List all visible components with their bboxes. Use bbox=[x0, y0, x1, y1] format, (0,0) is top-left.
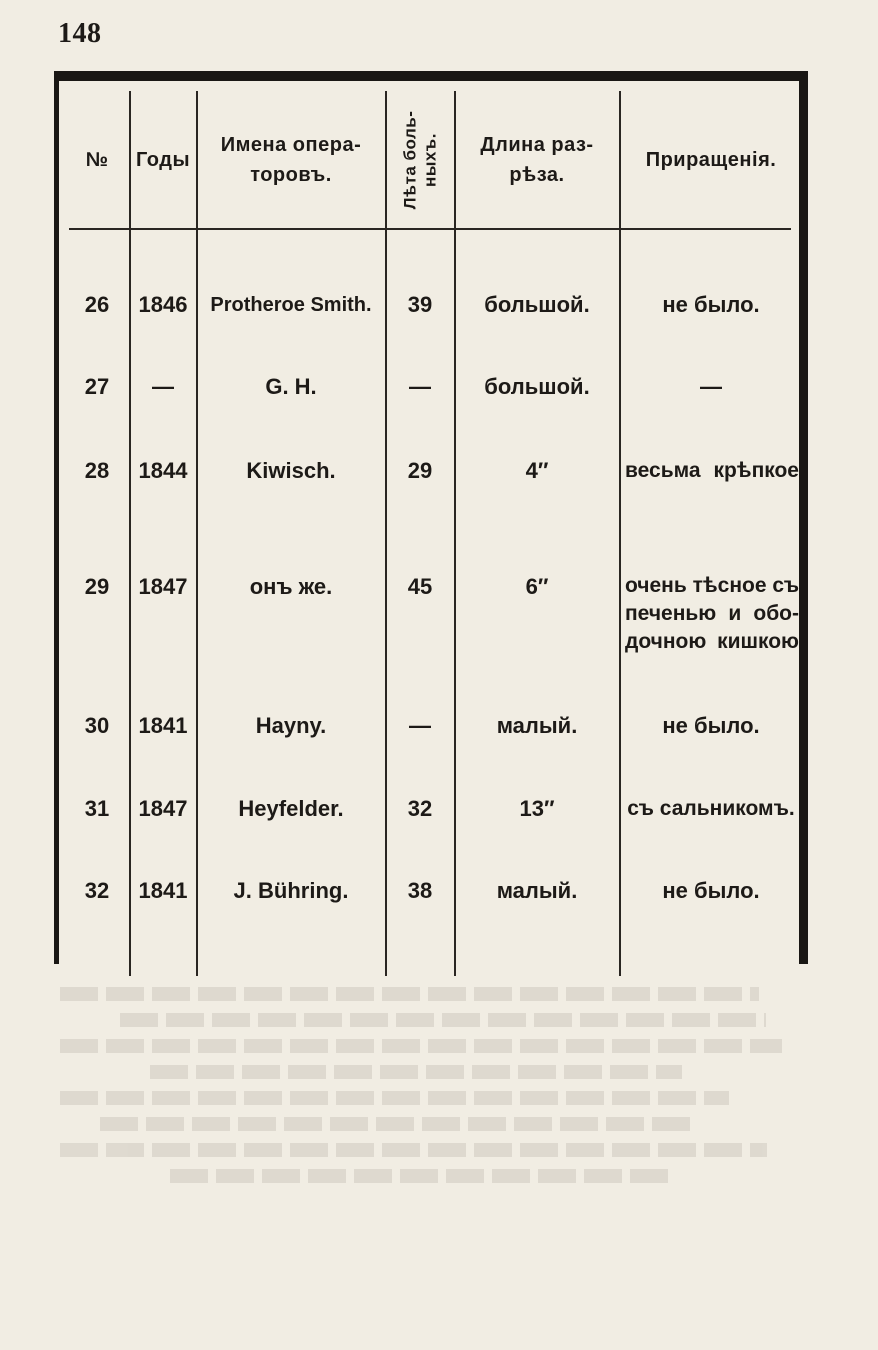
row-incision: малый. bbox=[496, 713, 578, 738]
page-number: 148 bbox=[58, 18, 102, 49]
header-incision: Длина раз- рѣза. bbox=[480, 133, 594, 186]
adhesion-line: печенью и обо- bbox=[625, 602, 799, 625]
row-operator: Protheroe Smith. bbox=[210, 294, 372, 316]
row-year: 1844 bbox=[138, 458, 188, 483]
row-incision: 6″ bbox=[525, 574, 549, 599]
adhesion-line: дочною кишкою bbox=[625, 630, 799, 653]
header-adhesion: Приращенія. bbox=[645, 148, 777, 171]
row-year: 1841 bbox=[138, 878, 188, 903]
row-year: 1841 bbox=[138, 713, 188, 738]
row-year: 1847 bbox=[138, 796, 188, 821]
row-number: 28 bbox=[84, 458, 110, 483]
row-incision: 4″ bbox=[525, 458, 549, 483]
row-operator: G. H. bbox=[265, 374, 317, 399]
adhesion-line: очень тѣсное съ bbox=[625, 574, 800, 597]
row-number: 27 bbox=[84, 374, 110, 399]
row-age: 29 bbox=[407, 458, 433, 483]
header-number: № bbox=[85, 148, 109, 171]
row-adhesion bbox=[625, 453, 799, 489]
row-number: 26 bbox=[84, 292, 110, 317]
header-year: Годы bbox=[135, 148, 191, 171]
adhesion-line: весьма крѣпкое bbox=[625, 459, 799, 482]
row-year: 1847 bbox=[138, 574, 188, 599]
header-operator: Имена опера- торовъ. bbox=[220, 133, 362, 186]
row-age: — bbox=[409, 374, 431, 399]
row-number: 30 bbox=[84, 713, 110, 738]
row-age: 38 bbox=[407, 878, 433, 903]
row-age: 39 bbox=[407, 292, 433, 317]
row-age: 45 bbox=[407, 574, 433, 599]
bleed-through-text bbox=[60, 975, 820, 1295]
row-adhesion: не было. bbox=[662, 878, 760, 903]
row-adhesion: съ сальникомъ. bbox=[627, 797, 795, 820]
row-incision: большой. bbox=[484, 374, 590, 399]
row-adhesion: не было. bbox=[662, 292, 760, 317]
row-year: 1846 bbox=[138, 292, 188, 317]
row-number: 29 bbox=[84, 574, 110, 599]
row-age: 32 bbox=[407, 796, 433, 821]
row-age: — bbox=[409, 713, 431, 738]
row-number: 32 bbox=[84, 878, 110, 903]
header-age: Лѣта боль- ныхъ. bbox=[400, 110, 439, 209]
row-operator: J. Bühring. bbox=[233, 878, 349, 903]
row-operator: Kiwisch. bbox=[246, 458, 336, 483]
data-table bbox=[54, 71, 808, 964]
row-adhesion bbox=[625, 571, 799, 657]
row-incision: 13″ bbox=[519, 796, 555, 821]
row-incision: большой. bbox=[484, 292, 590, 317]
row-incision: малый. bbox=[496, 878, 578, 903]
row-number: 31 bbox=[84, 796, 110, 821]
row-operator: онъ же. bbox=[249, 574, 333, 599]
row-operator: Hayny. bbox=[255, 713, 327, 738]
row-year: — bbox=[152, 374, 174, 399]
row-adhesion: — bbox=[700, 374, 722, 399]
header-divider bbox=[69, 228, 791, 230]
row-operator: Heyfelder. bbox=[238, 796, 344, 821]
row-adhesion: не было. bbox=[662, 713, 760, 738]
